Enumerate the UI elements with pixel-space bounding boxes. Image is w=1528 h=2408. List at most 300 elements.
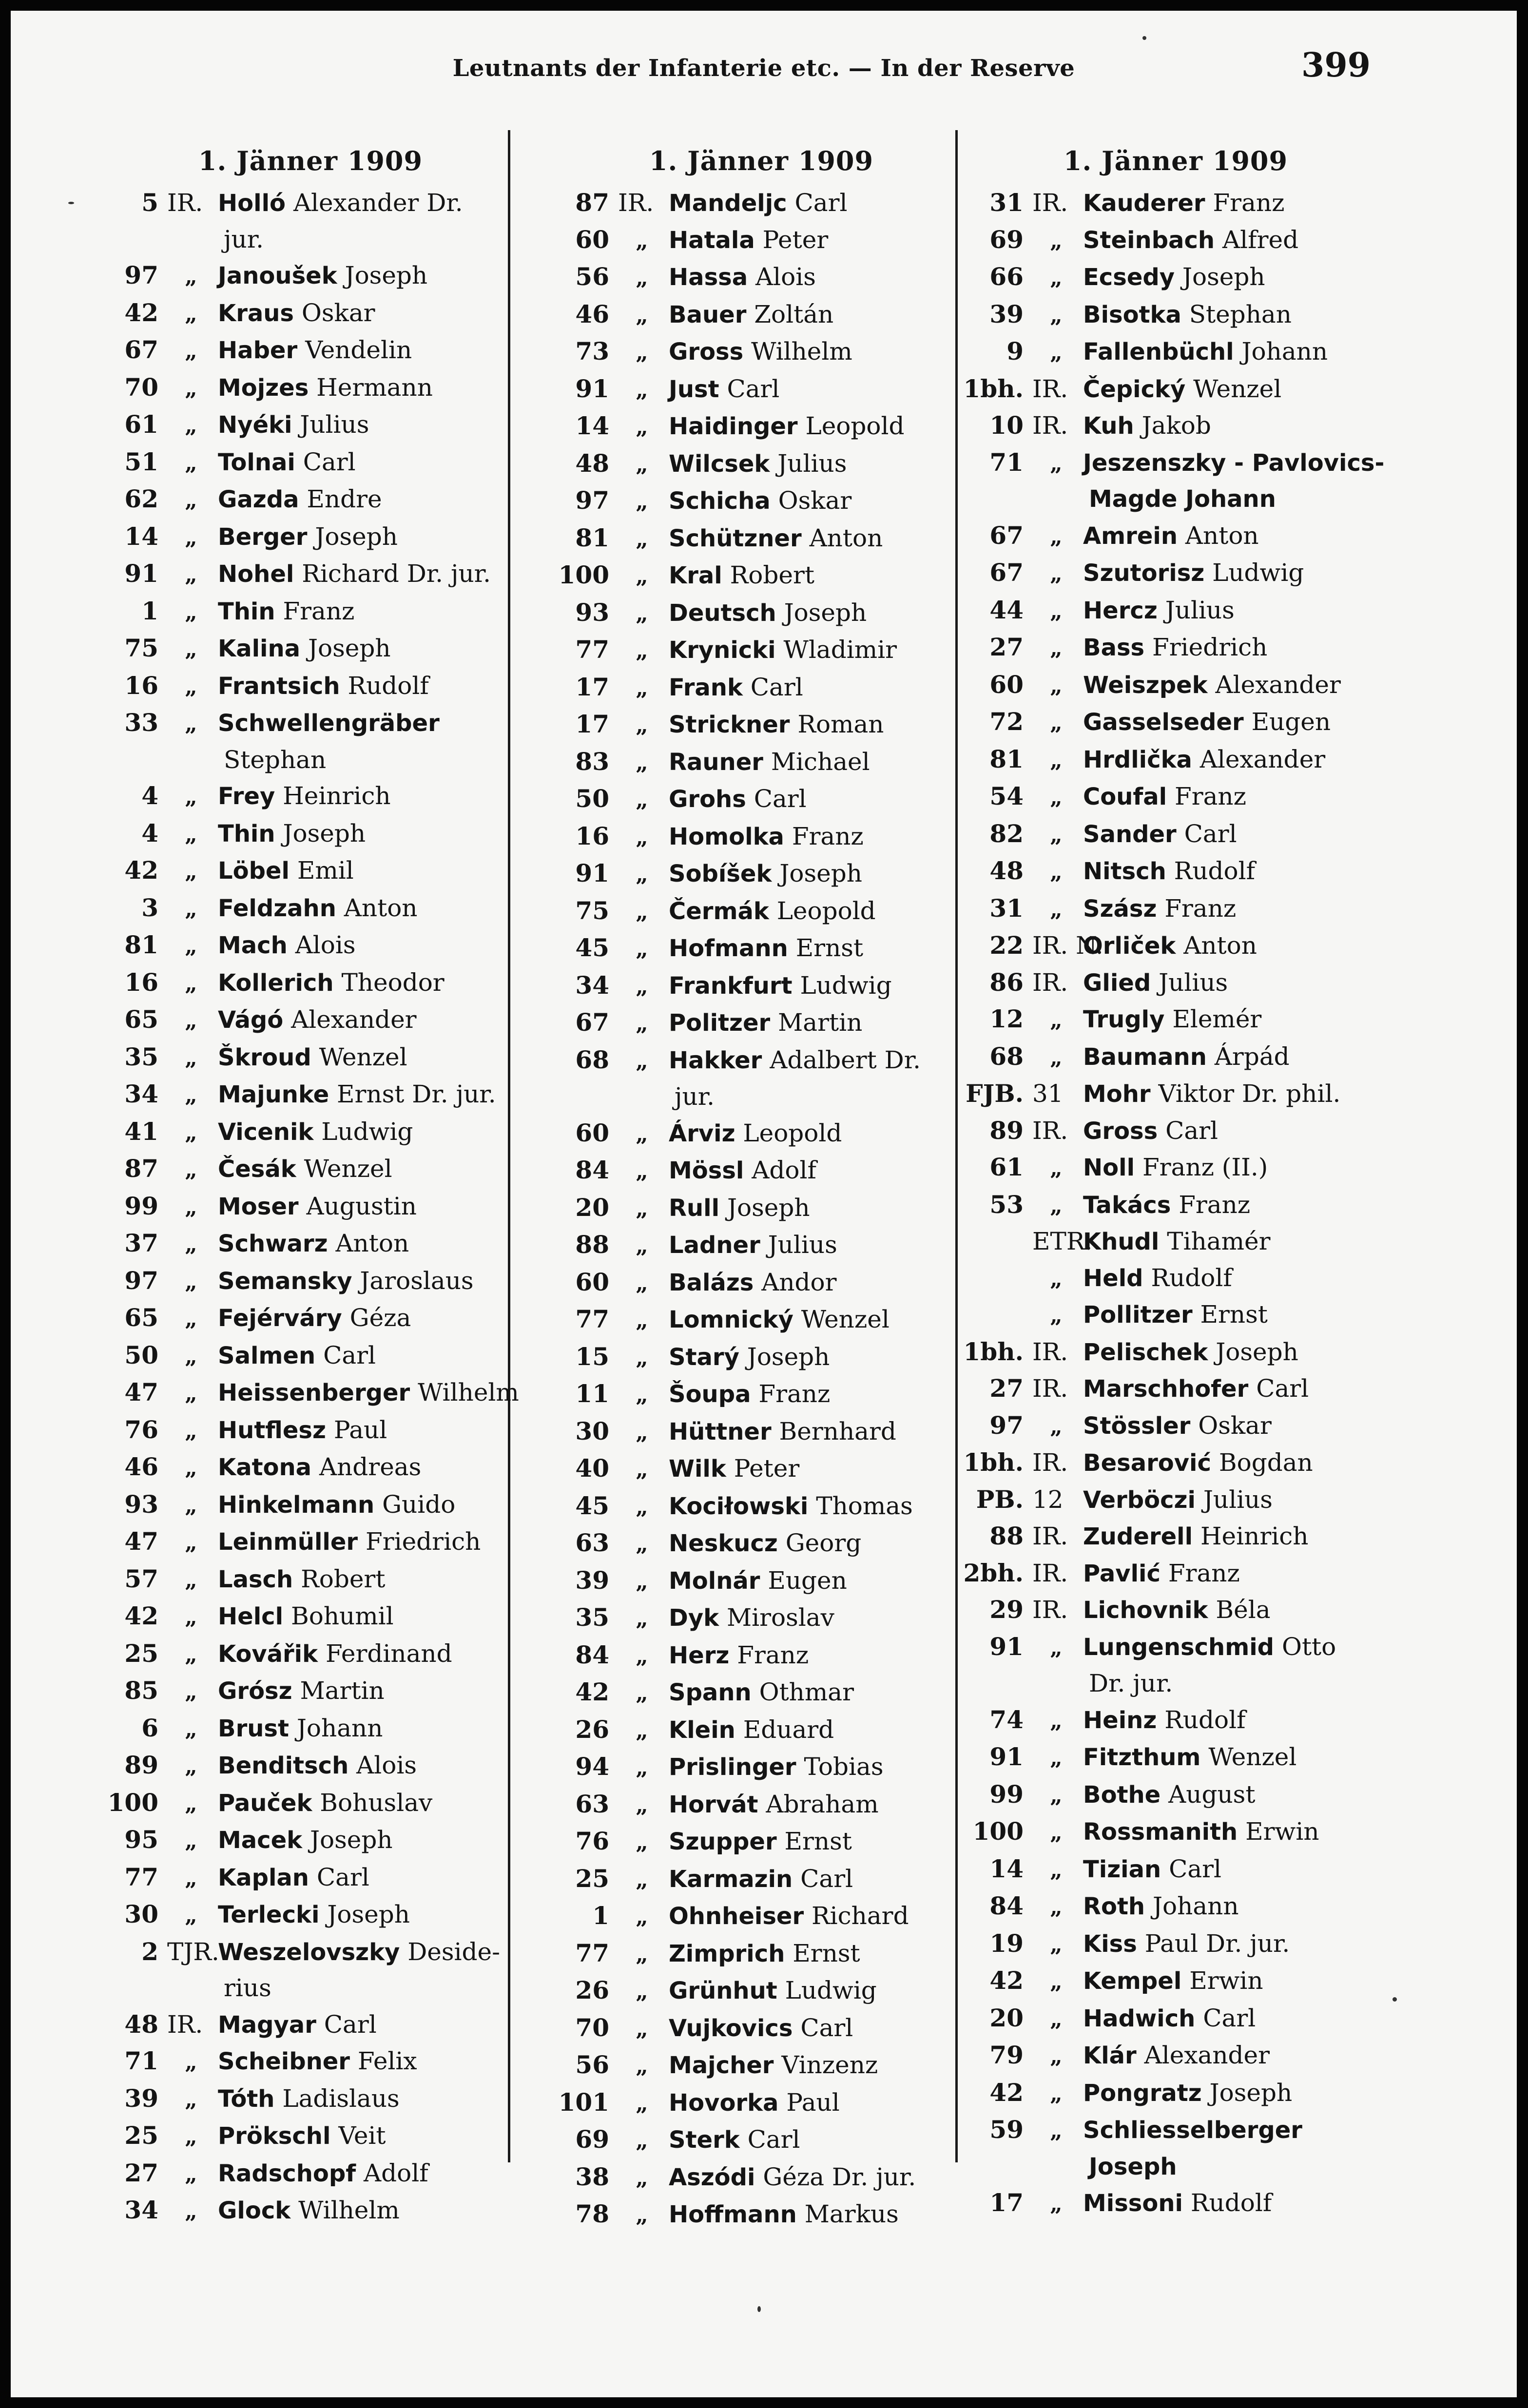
officer-name bbox=[669, 483, 981, 520]
surname: Kociłowski bbox=[669, 1492, 809, 1520]
unit-abbreviation: „ bbox=[636, 1606, 648, 1631]
surname: Heinz bbox=[1083, 1706, 1157, 1734]
surname: Glock bbox=[218, 2197, 291, 2224]
regiment-number: 75 bbox=[575, 896, 609, 925]
officer-name bbox=[218, 1263, 530, 1300]
officer-name bbox=[1083, 222, 1395, 259]
list-entry bbox=[956, 629, 1395, 667]
surname: Pollitzer bbox=[1083, 1301, 1193, 1329]
given-name: Wenzel bbox=[801, 1305, 890, 1333]
list-entry bbox=[91, 668, 530, 705]
regiment-number: 34 bbox=[124, 1079, 158, 1108]
regiment-number: 63 bbox=[575, 1789, 609, 1818]
regiment-number: 72 bbox=[989, 707, 1024, 736]
surname: Fitzthum bbox=[1083, 1744, 1201, 1771]
officer-name bbox=[218, 1002, 530, 1039]
given-name: Elemér bbox=[1172, 1005, 1262, 1033]
surname: Zuderell bbox=[1083, 1523, 1193, 1550]
officer-name bbox=[218, 1599, 530, 1635]
list-entry bbox=[91, 1747, 530, 1785]
given-name: Géza bbox=[349, 1304, 411, 1332]
regiment-number: 12 bbox=[989, 1004, 1024, 1033]
officer-name bbox=[218, 965, 530, 1002]
given-name: Géza Dr. jur. bbox=[763, 2162, 916, 2191]
given-name: Michael bbox=[771, 747, 870, 776]
regiment-number: 39 bbox=[989, 299, 1024, 328]
regiment-number: 42 bbox=[575, 1677, 609, 1706]
given-name: Roman bbox=[797, 710, 884, 738]
surname: Kaplan bbox=[218, 1864, 309, 1891]
given-name: Ludwig bbox=[1212, 559, 1304, 587]
officer-name bbox=[669, 408, 981, 445]
surname: Frank bbox=[669, 674, 743, 701]
given-name: Wenzel bbox=[304, 1155, 392, 1183]
unit-abbreviation: „ bbox=[636, 1681, 648, 1706]
surname: Leinmüller bbox=[218, 1528, 358, 1556]
given-name: Ladislaus bbox=[282, 2084, 400, 2113]
regiment-number: 86 bbox=[989, 967, 1024, 997]
surname: Schliesselberger bbox=[1083, 2117, 1302, 2144]
regiment-number: 27 bbox=[124, 2158, 158, 2187]
surname: Szász bbox=[1083, 895, 1157, 923]
list-entry bbox=[91, 295, 530, 332]
officer-name bbox=[669, 1787, 981, 1823]
list-entry bbox=[91, 1225, 530, 1263]
officer-name bbox=[669, 1005, 981, 1041]
given-name: Alois bbox=[295, 931, 356, 959]
surname: Mojzes bbox=[218, 374, 309, 402]
list-entry bbox=[542, 1413, 981, 1451]
name-continuation: Stephan bbox=[224, 745, 327, 774]
regiment-number: 91 bbox=[989, 1632, 1024, 1661]
running-title: Leutnants der Infanterie etc. — In der Reserve bbox=[452, 55, 1075, 82]
given-name: Martin bbox=[300, 1676, 385, 1705]
officer-name bbox=[669, 1116, 981, 1152]
unit-abbreviation: „ bbox=[636, 340, 648, 365]
given-name: Carl bbox=[316, 1863, 369, 1891]
unit-abbreviation: „ bbox=[185, 2199, 197, 2224]
unit-abbreviation: „ bbox=[636, 974, 648, 999]
given-name: Ernst bbox=[793, 1939, 860, 1967]
surname: Hatala bbox=[669, 226, 755, 254]
regiment-number: 31 bbox=[989, 188, 1024, 217]
unit-abbreviation: „ bbox=[636, 788, 648, 812]
list-entry bbox=[542, 1152, 981, 1190]
regiment-number: 39 bbox=[575, 1565, 609, 1595]
regiment-number: 81 bbox=[575, 523, 609, 552]
surname: Homolka bbox=[669, 823, 784, 850]
print-speck bbox=[757, 2306, 761, 2312]
list-entry bbox=[956, 1963, 1395, 2000]
given-name: Ludwig bbox=[785, 1976, 877, 2004]
regiment-number: 25 bbox=[124, 2121, 158, 2150]
surname: Schützner bbox=[669, 524, 802, 552]
surname: Hutflesz bbox=[218, 1416, 326, 1444]
given-name: Vinzenz bbox=[781, 2051, 878, 2079]
list-entry bbox=[91, 1114, 530, 1151]
given-name: Andor bbox=[761, 1268, 837, 1296]
officer-name bbox=[669, 558, 981, 594]
surname: Schwarz bbox=[218, 1230, 328, 1257]
officer-name bbox=[1083, 185, 1395, 222]
given-name: Georg bbox=[785, 1529, 862, 1557]
surname: Frantsich bbox=[218, 672, 340, 700]
surname: Haidinger bbox=[669, 413, 798, 440]
surname: Molnár bbox=[669, 1567, 760, 1595]
column-heading: 1. Jänner 1909 bbox=[649, 145, 874, 176]
surname: Horvát bbox=[669, 1791, 758, 1818]
given-name: Franz bbox=[737, 1640, 809, 1669]
list-entry bbox=[956, 1813, 1395, 1851]
regiment-number: 2 bbox=[141, 1937, 158, 1966]
given-name: Heinrich bbox=[1200, 1522, 1309, 1550]
regiment-number: 61 bbox=[989, 1153, 1024, 1181]
unit-abbreviation: „ bbox=[636, 937, 648, 962]
officer-name bbox=[669, 1861, 981, 1898]
list-entry bbox=[542, 2010, 981, 2047]
list-entry bbox=[542, 1562, 981, 1600]
regiment-number: 88 bbox=[575, 1230, 609, 1259]
officer-name bbox=[218, 1934, 530, 1971]
surname: Starý bbox=[669, 1343, 739, 1371]
surname: Karmazin bbox=[669, 1865, 793, 1893]
unit-abbreviation: „ bbox=[636, 415, 648, 440]
list-entry bbox=[91, 1896, 530, 1934]
officer-name bbox=[1083, 1702, 1395, 1739]
list-entry bbox=[542, 1488, 981, 1525]
given-name: Franz (II.) bbox=[1142, 1153, 1268, 1181]
surname: Politzer bbox=[669, 1009, 771, 1037]
surname: Prökschl bbox=[218, 2122, 331, 2150]
given-name: Carl bbox=[323, 1341, 376, 1369]
regiment-number: 34 bbox=[124, 2196, 158, 2224]
list-entry bbox=[956, 1445, 1395, 1482]
surname: Spann bbox=[669, 1679, 752, 1706]
given-name: Adalbert Dr. bbox=[770, 1045, 921, 1074]
regiment-number: 45 bbox=[575, 1491, 609, 1520]
given-name: Leopold bbox=[743, 1118, 842, 1147]
regiment-number: 16 bbox=[124, 967, 158, 997]
officer-name bbox=[1083, 928, 1395, 964]
officer-name bbox=[669, 446, 981, 482]
regiment-number: 17 bbox=[575, 672, 609, 701]
list-entry bbox=[91, 444, 530, 482]
regiment-number: 5 bbox=[141, 188, 158, 217]
regiment-number: 42 bbox=[124, 856, 158, 885]
regiment-number: 1bh. bbox=[963, 1337, 1024, 1366]
unit-abbreviation: „ bbox=[185, 1493, 197, 1518]
officer-name bbox=[669, 1525, 981, 1562]
given-name: Eugen bbox=[1251, 708, 1331, 736]
list-entry bbox=[956, 1776, 1395, 1814]
regiment-number: 95 bbox=[124, 1825, 158, 1854]
given-name: Wenzel bbox=[1208, 1743, 1297, 1771]
unit-abbreviation: „ bbox=[1050, 748, 1063, 773]
list-entry bbox=[956, 2185, 1395, 2222]
regiment-number: 87 bbox=[124, 1154, 158, 1183]
surname: Lungenschmid bbox=[1083, 1633, 1275, 1661]
officer-name bbox=[1083, 2038, 1395, 2074]
surname: Hoffmann bbox=[669, 2201, 797, 2228]
unit-abbreviation: „ bbox=[636, 489, 648, 514]
list-entry bbox=[91, 406, 530, 444]
given-name: Martin bbox=[778, 1008, 863, 1037]
unit-abbreviation: „ bbox=[1050, 1708, 1063, 1734]
surname: Steinbach bbox=[1083, 226, 1215, 254]
list-entry bbox=[542, 371, 981, 408]
list-entry bbox=[542, 893, 981, 930]
entry-list bbox=[542, 185, 981, 2234]
list-entry bbox=[956, 518, 1395, 555]
officer-name bbox=[669, 1042, 981, 1079]
given-name: Erwin bbox=[1245, 1817, 1319, 1846]
given-name: Ernst bbox=[795, 934, 864, 962]
list-entry bbox=[91, 964, 530, 1002]
given-name: August bbox=[1168, 1780, 1256, 1809]
list-entry bbox=[91, 1673, 530, 1710]
unit-abbreviation: „ bbox=[636, 713, 648, 738]
officer-name bbox=[1083, 1592, 1395, 1629]
surname: Hassa bbox=[669, 264, 748, 291]
surname: Deutsch bbox=[669, 599, 776, 627]
surname: Hrdlička bbox=[1083, 746, 1192, 773]
surname: Terlecki bbox=[218, 1901, 320, 1928]
surname: Kalina bbox=[218, 635, 301, 662]
officer-name bbox=[669, 1973, 981, 2009]
officer-name bbox=[669, 856, 981, 892]
list-entry bbox=[542, 1376, 981, 1413]
regiment-number: 37 bbox=[124, 1229, 158, 1257]
unit-abbreviation: „ bbox=[636, 1048, 648, 1074]
unit-abbreviation: „ bbox=[185, 264, 197, 289]
surname: Tizian bbox=[1083, 1855, 1161, 1883]
officer-name bbox=[1083, 816, 1395, 853]
regiment-number: 60 bbox=[575, 1118, 609, 1147]
given-name: Carl bbox=[303, 447, 356, 476]
officer-name bbox=[669, 259, 981, 296]
regiment-number: 82 bbox=[989, 819, 1024, 848]
regiment-number: 44 bbox=[989, 595, 1024, 624]
regiment-number: 67 bbox=[989, 558, 1024, 587]
surname: Roth bbox=[1083, 1893, 1145, 1920]
unit-abbreviation: „ bbox=[185, 1418, 197, 1444]
officer-name bbox=[218, 1412, 530, 1449]
given-name: Franz bbox=[1213, 189, 1285, 217]
given-name: Franz bbox=[1179, 1190, 1251, 1219]
given-name: Julius bbox=[300, 410, 369, 439]
list-entry bbox=[542, 1972, 981, 2010]
list-entry bbox=[542, 855, 981, 893]
given-name: Anton bbox=[1183, 931, 1257, 960]
surname: Kovářik bbox=[218, 1640, 318, 1668]
unit-abbreviation: „ bbox=[185, 1045, 197, 1071]
unit-abbreviation: „ bbox=[636, 1308, 648, 1333]
list-entry bbox=[91, 185, 530, 222]
list-entry bbox=[542, 1712, 981, 1749]
unit-abbreviation: „ bbox=[185, 1754, 197, 1779]
surname: Ladner bbox=[669, 1232, 760, 1259]
regiment-number: 20 bbox=[575, 1193, 609, 1222]
entry-list bbox=[956, 185, 1395, 2222]
surname: Gasselseder bbox=[1083, 709, 1244, 736]
given-name: Joseph bbox=[1216, 1337, 1298, 1366]
given-name: Endre bbox=[307, 485, 382, 513]
surname: Brust bbox=[218, 1714, 289, 1742]
unit-abbreviation: IR. bbox=[1032, 1374, 1068, 1403]
list-entry bbox=[956, 1224, 1395, 1260]
given-name: Peter bbox=[734, 1454, 800, 1483]
surname: Marschhofer bbox=[1083, 1375, 1249, 1403]
list-entry bbox=[956, 371, 1395, 408]
surname: Majcher bbox=[669, 2052, 774, 2079]
list-entry bbox=[956, 2037, 1395, 2075]
officer-name bbox=[218, 1114, 530, 1151]
surname: Thin bbox=[218, 820, 275, 848]
officer-name bbox=[1083, 1224, 1395, 1260]
given-name: Miroslav bbox=[726, 1603, 834, 1632]
officer-name bbox=[669, 1227, 981, 1264]
given-name: Franz bbox=[1175, 782, 1246, 810]
regiment-number: 66 bbox=[989, 262, 1024, 291]
surname: Wilcsek bbox=[669, 450, 770, 478]
officer-name bbox=[669, 185, 981, 222]
list-entry bbox=[956, 1518, 1395, 1555]
regiment-number: 9 bbox=[1006, 337, 1024, 366]
officer-name bbox=[218, 1860, 530, 1896]
list-entry bbox=[542, 781, 981, 818]
list-entry bbox=[542, 1786, 981, 1824]
unit-abbreviation: „ bbox=[185, 450, 197, 476]
unit-abbreviation: „ bbox=[185, 1307, 197, 1331]
surname: Gross bbox=[1083, 1117, 1158, 1145]
given-name: Richard bbox=[812, 1902, 909, 1930]
surname: Aszódi bbox=[669, 2163, 755, 2191]
list-entry bbox=[956, 407, 1395, 444]
surname: Kauderer bbox=[1083, 190, 1205, 217]
regiment-number: 42 bbox=[124, 298, 158, 327]
list-entry bbox=[91, 927, 530, 964]
regiment-number: 81 bbox=[989, 744, 1024, 773]
officer-name bbox=[218, 594, 530, 630]
unit-abbreviation: „ bbox=[1050, 1414, 1063, 1439]
officer-name bbox=[669, 1936, 981, 1972]
unit-abbreviation: „ bbox=[1050, 340, 1063, 365]
regiment-number: 11 bbox=[575, 1379, 609, 1408]
regiment-number: 33 bbox=[124, 708, 158, 737]
officer-name bbox=[218, 258, 530, 294]
list-entry bbox=[956, 185, 1395, 222]
officer-name bbox=[669, 1637, 981, 1674]
surname: Hercz bbox=[1083, 597, 1158, 624]
unit-abbreviation: „ bbox=[185, 2050, 197, 2075]
given-name: Carl bbox=[1203, 2003, 1256, 2032]
unit-abbreviation: „ bbox=[636, 1532, 648, 1557]
list-entry bbox=[91, 332, 530, 369]
surname: Benditsch bbox=[218, 1752, 349, 1779]
surname: Gazda bbox=[218, 486, 299, 513]
unit-abbreviation: „ bbox=[1050, 303, 1063, 328]
regiment-number: 78 bbox=[575, 2199, 609, 2228]
surname: Bisotka bbox=[1083, 301, 1181, 328]
given-name: Carl bbox=[750, 673, 803, 701]
regiment-number: 93 bbox=[575, 597, 609, 627]
list-entry bbox=[91, 2192, 530, 2230]
unit-abbreviation: „ bbox=[636, 825, 648, 850]
officer-name bbox=[1083, 1371, 1395, 1407]
unit-abbreviation: „ bbox=[1050, 1303, 1063, 1328]
surname: Vujkovics bbox=[669, 2014, 793, 2042]
officer-name bbox=[1083, 1039, 1395, 1076]
regiment-number: 97 bbox=[989, 1410, 1024, 1440]
unit-abbreviation: „ bbox=[636, 601, 648, 626]
surname: Nitsch bbox=[1083, 858, 1166, 885]
unit-abbreviation: „ bbox=[636, 1643, 648, 1669]
officer-name bbox=[669, 1824, 981, 1860]
officer-name bbox=[218, 1673, 530, 1710]
given-name: Carl bbox=[1169, 1854, 1222, 1883]
officer-name bbox=[218, 482, 530, 518]
given-name: Anton bbox=[809, 523, 883, 552]
given-name: Julius bbox=[1165, 596, 1235, 624]
unit-abbreviation: „ bbox=[636, 564, 648, 589]
given-name: Augustin bbox=[306, 1192, 417, 1220]
officer-name bbox=[218, 927, 530, 964]
officer-name bbox=[1083, 630, 1395, 666]
unit-abbreviation: „ bbox=[636, 750, 648, 775]
list-entry bbox=[956, 1926, 1395, 1963]
unit-abbreviation: IR. bbox=[1032, 374, 1068, 403]
column-heading: 1. Jänner 1909 bbox=[198, 145, 423, 176]
regiment-number: 14 bbox=[575, 411, 609, 440]
list-entry bbox=[956, 1702, 1395, 1739]
regiment-number: 51 bbox=[124, 447, 158, 476]
officer-name bbox=[1083, 1482, 1395, 1519]
regiment-number: 93 bbox=[124, 1489, 158, 1519]
surname: Ecsedy bbox=[1083, 264, 1175, 291]
surname: Haber bbox=[218, 337, 298, 364]
officer-name bbox=[1083, 593, 1395, 629]
list-entry bbox=[91, 1636, 530, 1673]
given-name: Julius bbox=[768, 1231, 837, 1259]
regiment-number: 17 bbox=[575, 710, 609, 738]
given-name: Joseph bbox=[727, 1193, 810, 1222]
given-name: Eugen bbox=[768, 1566, 847, 1595]
surname: Macek bbox=[218, 1827, 303, 1854]
unit-abbreviation: „ bbox=[185, 1120, 197, 1145]
officer-name bbox=[1083, 555, 1395, 592]
officer-name bbox=[669, 2122, 981, 2158]
unit-abbreviation: „ bbox=[185, 525, 197, 550]
officer-name bbox=[218, 1711, 530, 1747]
unit-abbreviation: „ bbox=[636, 1383, 648, 1407]
officer-name bbox=[1083, 371, 1395, 408]
given-name: Othmar bbox=[759, 1678, 854, 1706]
list-entry bbox=[542, 222, 981, 259]
surname: Dyk bbox=[669, 1604, 719, 1632]
unit-abbreviation: „ bbox=[1050, 524, 1063, 549]
regiment-number: 45 bbox=[575, 933, 609, 962]
unit-abbreviation: IR. bbox=[167, 189, 203, 217]
list-entry bbox=[542, 1339, 981, 1376]
unit-abbreviation: „ bbox=[636, 1979, 648, 2004]
surname: Frey bbox=[218, 783, 275, 810]
surname: Gross bbox=[669, 338, 744, 366]
officer-name bbox=[669, 1153, 981, 1189]
given-name: Eduard bbox=[743, 1715, 834, 1744]
surname: Semansky bbox=[218, 1267, 352, 1295]
regiment-number: 100 bbox=[972, 1817, 1024, 1846]
list-entry bbox=[542, 1264, 981, 1302]
